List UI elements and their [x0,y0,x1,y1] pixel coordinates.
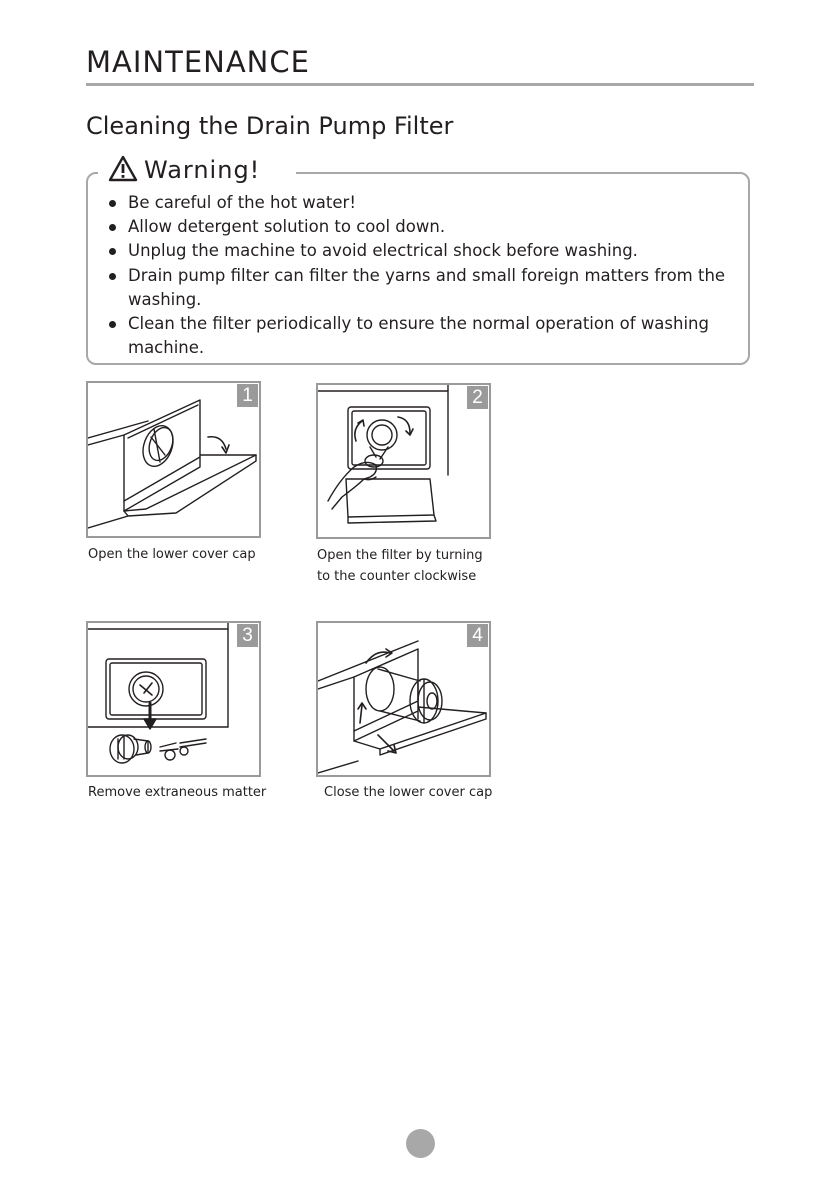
page-number-dot [406,1129,435,1158]
warning-item: Be careful of the hot water! [106,191,736,215]
step-4-caption [324,782,524,803]
warning-list [106,191,736,360]
step-1-caption [88,544,288,565]
step-4-illustration [316,621,491,777]
caption-line: Remove extraneous matter [88,785,267,800]
warning-triangle-icon [108,155,138,186]
page-header-title: MAINTENANCE [86,45,310,79]
caption-line: Close the lower cover cap [324,785,493,800]
step-1-illustration [86,381,261,538]
warning-item: Allow detergent solution to cool down. [106,215,736,239]
warning-item: Unplug the machine to avoid electrical shock before washing. [106,239,736,263]
step-2-illustration [316,383,491,539]
caption-line: Open the filter by turning [317,548,483,563]
warning-item: Clean the filter periodically to ensure the normal operation of washing machine. [106,312,736,360]
warning-item: Drain pump filter can filter the yarns and small foreign matters from the washing. [106,264,736,312]
step-number-badge: 3 [237,624,258,647]
step-3-caption [88,782,288,803]
step-2-caption [317,545,517,587]
warning-border-gap [270,168,296,176]
step-number-badge: 1 [237,384,258,407]
header-divider [86,83,754,86]
caption-line: to the counter clockwise [317,569,477,584]
section-title: Cleaning the Drain Pump Filter [86,112,454,140]
warning-title: Warning! [144,156,261,184]
step-3-illustration [86,621,261,777]
step-number-badge: 2 [467,386,488,409]
step-number-badge: 4 [467,624,488,647]
warning-header [98,152,272,188]
caption-line: Open the lower cover cap [88,547,256,562]
